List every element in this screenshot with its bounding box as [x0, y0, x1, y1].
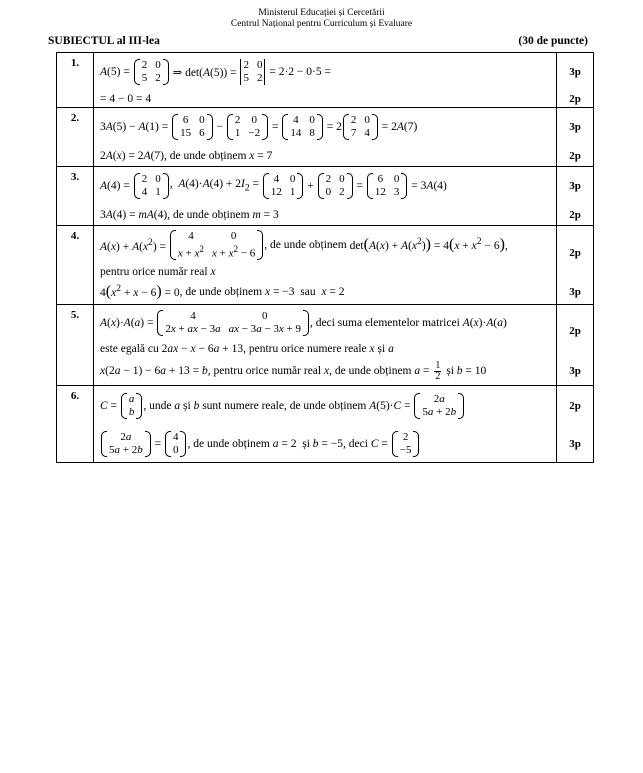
- solution-line: $4(x^2 + x - 6) = 0$ , de unde obținem x = −3 sau x = 2: [100, 283, 345, 300]
- solution-line: 2a 5a + 2b = 4 0 , de unde obținem a = 2 și b = −5 , deci C = 2 −5: [94, 426, 556, 462]
- points-cell: [557, 108, 594, 167]
- solution-text: , de unde obținem: [179, 286, 263, 298]
- solution-text: , de unde obținem: [187, 438, 270, 450]
- solution-line: A(4) = 2 0 4 1 , $A(4)\cdot A(4) + 2I_2$ = 4 0 12 1 + 2 0 0 2 = 6 0 12 3 = 3A(4): [100, 173, 447, 198]
- solution-text: , de unde obținem: [329, 365, 412, 377]
- solution-line: 3A(5) − A(1) = 6 0 15 6 − 2 0 1 −2 = 4 0 14 8 = 2 2 0 7 4 = 2A(7): [100, 114, 418, 139]
- solution-text: și: [183, 400, 191, 412]
- solution-text: , unde: [143, 400, 172, 412]
- points-cell: [557, 53, 594, 108]
- ministry-name: Ministerul Educației și Cercetării: [258, 8, 385, 18]
- item-number: 3.: [57, 167, 94, 226]
- solution-text: pentru orice număr real: [100, 266, 208, 278]
- solution-line: A(x)·A(a) = 4 0 2x + ax − 3a ax − 3a − 3x + 9 , deci suma elementelor matricei A(x)·A(a): [100, 310, 507, 335]
- points-label: 3p: [569, 121, 581, 133]
- solution-line: $A(x) + A(x^2)$ = 4 0 $x + x^2$ $x + x^2 - 6$ , de unde obținem $\det(A(x) + A(x^2)) = 4(x + x^2 - 6)$,: [100, 229, 508, 260]
- table-row: [57, 386, 594, 463]
- subject-heading: [48, 35, 588, 47]
- solution-line: C = a b , unde a și b sunt numere reale, de unde obținem A(5)·C = 2a 5a + 2b: [94, 386, 556, 426]
- solution-cell: [94, 305, 557, 386]
- item-number: 6.: [57, 386, 94, 463]
- solution-table: [56, 52, 594, 463]
- solution-text: , pentru orice numere reale: [243, 343, 367, 355]
- item-number: 4.: [57, 226, 94, 305]
- solution-cell: [94, 108, 557, 167]
- center-name: Centrul Național pentru Curriculum și Evaluare: [230, 19, 413, 29]
- solution-cell: [94, 53, 557, 108]
- points-label: 3p: [569, 438, 581, 450]
- points-label: 2p: [569, 325, 581, 337]
- points-cell: [557, 305, 594, 386]
- solution-text: și: [302, 438, 310, 450]
- points-label: 2p: [569, 247, 581, 259]
- points-label: 2p: [569, 400, 581, 412]
- points-cell: [557, 167, 594, 226]
- solution-cell: [94, 226, 557, 305]
- solution-line: pentru orice număr real x: [100, 266, 216, 278]
- solution-text: sunt numere reale, de unde obținem: [202, 400, 367, 412]
- solution-line: x(2a − 1) − 6a + 13 = b , pentru orice număr real x , de unde obținem a = $\frac{1}{2}$ și b = 10: [100, 359, 487, 382]
- item-number: 2.: [57, 108, 94, 167]
- table-row: [57, 53, 594, 108]
- table-row: [57, 305, 594, 386]
- solution-text: , deci: [343, 438, 368, 450]
- points-label: 3p: [569, 180, 581, 192]
- points-label: 2p: [569, 93, 581, 105]
- points-label: 3p: [569, 365, 581, 377]
- solution-cell: [94, 167, 557, 226]
- table-row: [57, 167, 594, 226]
- subject-points: (30 de puncte): [518, 35, 588, 47]
- item-number: 5.: [57, 305, 94, 386]
- solution-line: este egală cu 2ax − x − 6a + 13 , pentru orice numere reale x și a: [100, 343, 394, 355]
- solution-line: 2A(x) = 2A(7) , de unde obținem x = 7: [100, 150, 273, 162]
- solution-text: de unde obținem: [270, 239, 347, 251]
- solution-line: 3A(4) = mA(4) , de unde obținem m = 3: [100, 209, 279, 221]
- table-row: [57, 226, 594, 305]
- solution-line: = 4 − 0 = 4: [100, 93, 152, 105]
- points-label: 3p: [569, 286, 581, 298]
- solution-line: A(5) = 2 0 5 2 ⇒ det(A(5)) = 2 0 5 2 = 2·2 − 0·5 =: [100, 59, 331, 84]
- item-number: 1.: [57, 53, 94, 108]
- document-header: [0, 8, 643, 30]
- solution-text: și: [377, 343, 386, 355]
- solution-text: , deci suma elementelor matricei: [310, 317, 460, 329]
- solution-text: sau: [300, 286, 316, 298]
- points-cell: [557, 226, 594, 305]
- points-label: 2p: [569, 209, 581, 221]
- solution-text: și: [446, 365, 454, 377]
- points-label: 2p: [569, 150, 581, 162]
- solution-cell: [94, 386, 557, 463]
- solution-text: , de unde obținem: [167, 209, 250, 221]
- subject-title: SUBIECTUL al III-lea: [48, 35, 160, 47]
- points-label: 3p: [569, 66, 581, 78]
- table-row: [57, 108, 594, 167]
- solution-text: este egală cu: [100, 343, 159, 355]
- solution-text: , pentru orice număr real: [207, 365, 322, 377]
- points-cell: [557, 386, 594, 463]
- solution-text: , de unde obținem: [164, 150, 247, 162]
